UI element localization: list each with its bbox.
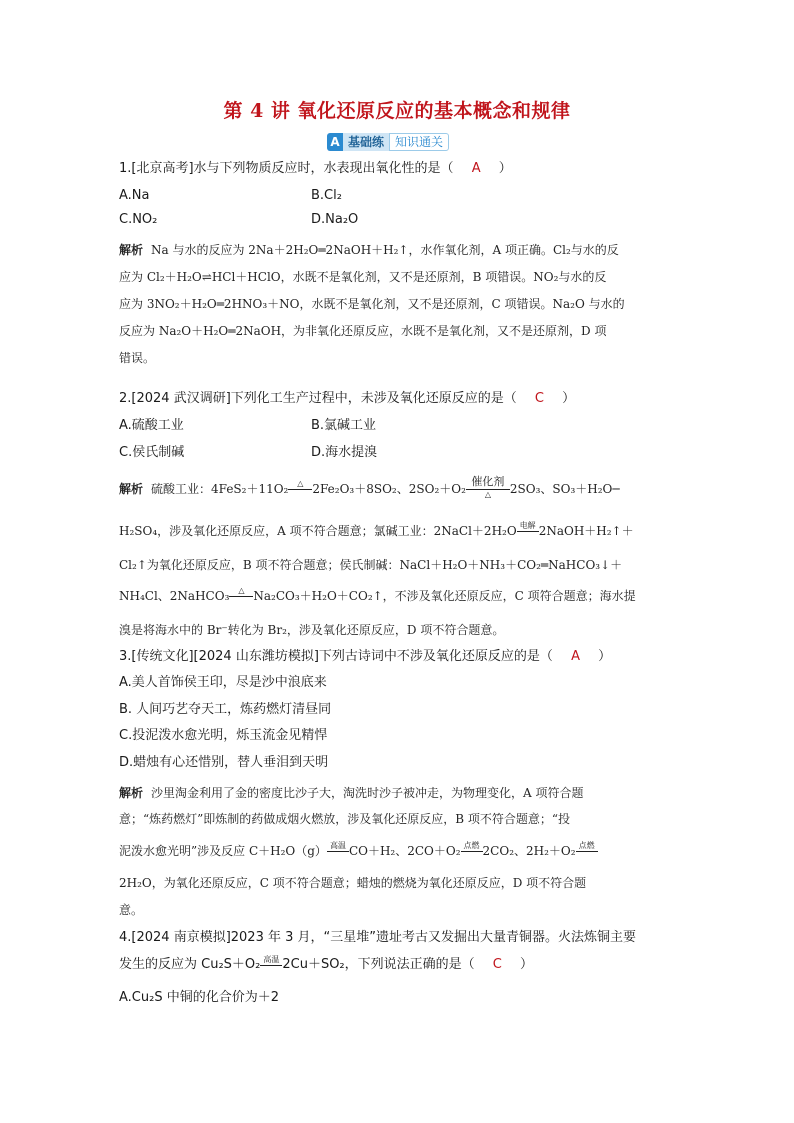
page-title: 第 4 讲 氧化还原反应的基本概念和规律 [223,100,571,122]
question-3-explanation-line: 意；“炼药燃灯”即炼制的药做成烟火燃放，涉及氧化还原反应，B 项不符合题意；“投 [119,812,571,826]
ignition-condition: 点燃 [576,841,598,861]
question-2-option-c: C.侯氏制碱 [119,445,185,460]
question-1-option-c: C.NO₂ [119,212,158,227]
badge-level: 基础练 [343,133,389,151]
question-3-option-d: D.蜡烛有心还惜别，替人垂泪到天明 [119,755,329,770]
question-2-answer: C [534,391,544,406]
question-4-stem: 发生的反应为 Cu₂S＋O₂ 高温 2Cu＋SO₂，下列说法正确的是（ C ） [119,955,533,975]
high-temperature-condition: 高温 [260,955,282,975]
question-4-stem: 4.[2024 南京模拟]2023 年 3 月，“三星堆”遗址考古又发掘出大量青铜器。火法炼铜主要 [119,930,636,945]
question-1-option-a: A.Na [119,188,150,203]
question-2-option-a: A.硫酸工业 [119,418,184,433]
question-1-stem: 1.[北京高考]水与下列物质反应时，水表现出氧化性的是（ A ） [119,161,512,176]
question-4-answer: C [492,957,502,972]
question-2-explanation-line: 溴是将海水中的 Br⁻转化为 Br₂，涉及氧化还原反应，D 项不符合题意。 [119,623,505,637]
heat-condition: △ [229,586,253,606]
question-3-explanation-line: 泥泼水愈光明”涉及反应 C＋H₂O（g） 高温 CO＋H₂、2CO＋O₂ 点燃 2CO₂、2H₂＋O₂ 点燃 [119,841,598,861]
question-1-explanation-line: 错误。 [119,351,156,365]
question-1-explanation-line: 应为 Cl₂＋H₂O⇌HCl＋HClO，水既不是氧化剂，又不是还原剂，B 项错误。NO₂与水的反 [119,270,607,284]
section-badge [327,133,449,151]
ignition-condition: 点燃 [461,841,483,861]
electrolysis-condition: 电解 [517,521,539,541]
explanation-label: 解析 [119,243,144,257]
question-2-option-d: D.海水提溴 [311,445,378,460]
question-2-explanation-line: H₂SO₄，涉及氧化还原反应，A 项不符合题意；氯碱工业：2NaCl＋2H₂O 电解 2NaOH＋H₂↑＋ [119,521,634,541]
question-3-stem: 3.[传统文化][2024 山东潍坊模拟]下列古诗词中不涉及氧化还原反应的是（ A ） [119,649,612,664]
badge-letter: A [327,133,343,151]
question-3-explanation-line: 意。 [119,903,144,917]
explanation-label: 解析 [119,482,144,496]
question-1-explanation-line: 反应为 Na₂O＋H₂O═2NaOH，为非氧化还原反应，水既不是氧化剂，又不是还原剂，D 项 [119,324,607,338]
question-2-explanation-line: Cl₂↑为氧化还原反应，B 项不符合题意；侯氏制碱：NaCl＋H₂O＋NH₃＋CO₂═NaHCO₃↓＋ [119,558,623,572]
question-4-option-a: A.Cu₂S 中铜的化合价为＋2 [119,990,279,1005]
question-3-explanation-line: 解析 沙里淘金利用了金的密度比沙子大，淘洗时沙子被冲走，为物理变化，A 项符合题 [119,786,584,800]
question-2-stem: 2.[2024 武汉调研]下列化工生产过程中，未涉及氧化还原反应的是（ C ） [119,391,576,406]
badge-tag: 知识通关 [389,133,449,151]
heat-condition: △ [288,479,312,499]
explanation-label: 解析 [119,786,144,800]
question-1-explanation-line: 解析 Na 与水的反应为 2Na＋2H₂O═2NaOH＋H₂↑，水作氧化剂，A 项正确。Cl₂与水的反 [119,243,619,257]
catalyst-condition: 催化剂 △ [466,476,510,499]
question-1-option-d: D.Na₂O [311,212,359,227]
question-2-explanation-line: NH₄Cl、2NaHCO₃ △ Na₂CO₃＋H₂O＋CO₂↑，不涉及氧化还原反应，C 项符合题意；海水提 [119,586,636,606]
question-3-option-b: B. 人间巧艺夺天工，炼药燃灯清昼同 [119,702,332,717]
question-3-option-c: C.投泥泼水愈光明，烁玉流金见精悍 [119,728,328,743]
question-1-answer: A [471,161,481,176]
high-temperature-condition: 高温 [327,841,349,861]
question-3-option-a: A.美人首饰侯王印，尽是沙中浪底来 [119,675,327,690]
question-3-answer: A [571,649,580,664]
question-1-explanation-line: 应为 3NO₂＋H₂O═2HNO₃＋NO，水既不是氧化剂，又不是还原剂，C 项错误。Na₂O 与水的 [119,297,625,311]
question-1-option-b: B.Cl₂ [311,188,342,203]
question-2-option-b: B.氯碱工业 [311,418,377,433]
question-2-explanation-line: 解析 硫酸工业：4FeS₂＋11O₂ △ 2Fe₂O₃＋8SO₂、2SO₂＋O₂ 催化剂 △ 2SO₃、SO₃＋H₂O─ [119,475,620,499]
question-3-explanation-line: 2H₂O，为氧化还原反应，C 项不符合题意；蜡烛的燃烧为氧化还原反应，D 项不符合题 [119,876,587,890]
